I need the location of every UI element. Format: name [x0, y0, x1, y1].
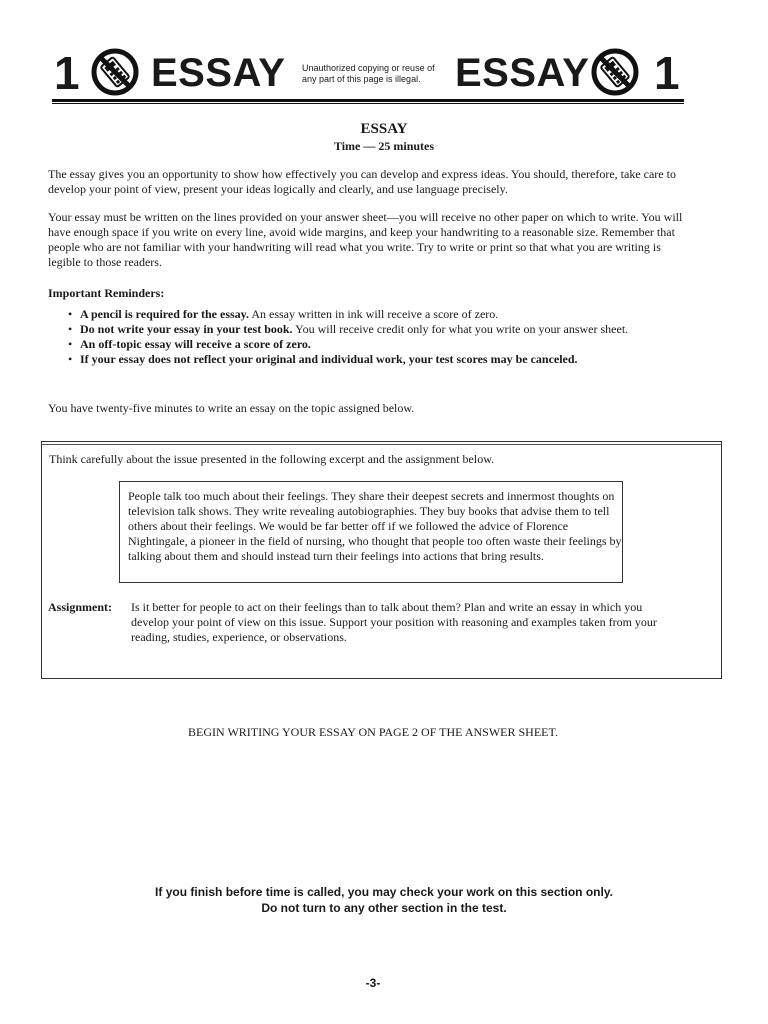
intro-paragraph-1 — [48, 167, 688, 197]
intro-text-2: Your essay must be written on the lines provided on your answer sheet—you will receive no other paper on which to write. You will have enough space if you write on every line, avoid wide margins, and keep your handwriting to a reasonable size. Remember that people who are not familiar with your handwriting will read what you write. Try to write or print so that what you are writing is legible to those readers. — [48, 210, 683, 269]
finish-line-1: If you finish before time is called, you may check your work on this section only. — [155, 885, 613, 899]
excerpt-text: People talk too much about their feelings. They share their deepest secrets and innermost thoughts on television talk shows. They write revealing autobiographies. They buy books that advise them to tell others about their feelings. We would be far better off if we followed the advice of Florence Nightingale, a pioneer in the field of nursing, who thought that people too often waste their feelings by talking about them and should instead turn their feelings into actions that bring results. — [128, 489, 622, 563]
header-rule — [52, 99, 684, 102]
copyright-notice: Unauthorized copying or reuse of any part of this page is illegal. — [302, 63, 435, 84]
section-title-right: ESSAY — [455, 51, 590, 95]
begin-instruction: BEGIN WRITING YOUR ESSAY ON PAGE 2 OF THE ANSWER SHEET. — [188, 725, 558, 739]
no-calculator-icon — [90, 47, 140, 97]
prompt-lead: Think carefully about the issue presented in the following excerpt and the assignment below. — [49, 452, 495, 466]
header-rule-thin — [52, 103, 684, 104]
finish-instruction — [0, 884, 768, 916]
reminder-item: • An off-topic essay will receive a score of zero. — [68, 337, 311, 351]
reminder-item: • Do not write your essay in your test book. You will receive credit only for what you write on your answer sheet. — [68, 322, 629, 336]
prompt-box-rule — [41, 444, 722, 445]
time-note — [48, 401, 688, 416]
page-number: -3- — [365, 976, 381, 990]
section-title-left: ESSAY — [151, 51, 286, 95]
reminders-heading: Important Reminders: — [48, 286, 165, 300]
section-number-right: 1 — [654, 47, 680, 99]
time-note-text: You have twenty-five minutes to write an essay on the topic assigned below. — [48, 401, 415, 415]
intro-text-1: The essay gives you an opportunity to show how effectively you can develop and express ideas. You should, therefore, take care to develop your point of view, present your ideas logically and clearly, and use language precisely. — [48, 167, 676, 196]
no-calculator-icon — [590, 47, 640, 97]
assignment-text: Is it better for people to act on their feelings than to talk about them? Plan and write an essay in which you develop your point of view on this issue. Support your position with reasoning and examples taken from your reading, studies, experience, or observations. — [131, 600, 657, 644]
finish-line-2: Do not turn to any other section in the test. — [261, 901, 507, 915]
excerpt-box — [119, 481, 623, 583]
time-limit: Time — 25 minutes — [333, 139, 435, 153]
reminder-item: • A pencil is required for the essay. An essay written in ink will receive a score of zero. — [68, 307, 499, 321]
section-number-left: 1 — [54, 47, 80, 99]
page-title: ESSAY — [360, 121, 408, 137]
reminder-item: • If your essay does not reflect your original and individual work, your test scores may be canceled. — [68, 352, 578, 366]
intro-paragraph-2 — [48, 210, 688, 270]
reminders-list — [68, 307, 668, 367]
assignment-label: Assignment: — [48, 600, 113, 614]
